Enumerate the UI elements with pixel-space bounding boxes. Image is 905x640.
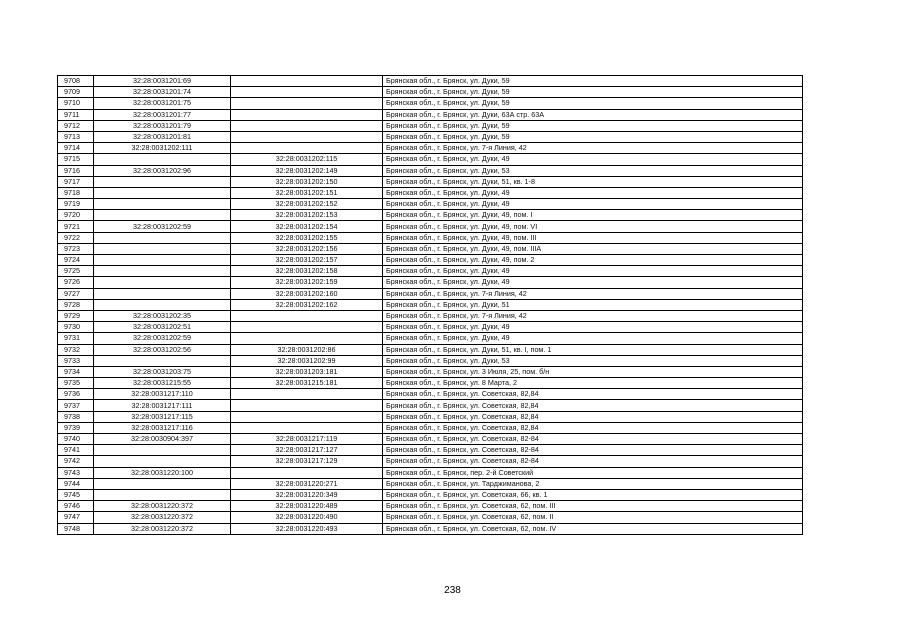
cadastral-number-cell xyxy=(94,489,231,500)
table-row xyxy=(58,165,803,176)
address-cell: Брянская обл., г. Брянск, ул. Дуки, 49, пом. I xyxy=(383,210,803,221)
table-row xyxy=(58,378,803,389)
table-row xyxy=(58,467,803,478)
building-number-cell xyxy=(231,143,383,154)
row-number-cell: 9743 xyxy=(58,467,94,478)
address-cell: Брянская обл., г. Брянск, ул. Дуки, 49 xyxy=(383,199,803,210)
address-cell: Брянская обл., г. Брянск, ул. Советская, 62, пом. IV xyxy=(383,523,803,534)
cadastral-number-cell xyxy=(94,243,231,254)
table-row xyxy=(58,512,803,523)
table-row xyxy=(58,176,803,187)
table-row xyxy=(58,299,803,310)
address-cell: Брянская обл., г. Брянск, ул. Дуки, 59 xyxy=(383,98,803,109)
table-row xyxy=(58,434,803,445)
building-number-cell: 32:28:0031220:490 xyxy=(231,512,383,523)
row-number-cell: 9742 xyxy=(58,456,94,467)
cadastral-number-cell: 32:28:0031203:75 xyxy=(94,366,231,377)
address-cell: Брянская обл., г. Брянск, ул. Дуки, 51, кв. 1-8 xyxy=(383,176,803,187)
table-row xyxy=(58,109,803,120)
table-row xyxy=(58,143,803,154)
row-number-cell: 9741 xyxy=(58,445,94,456)
table-row xyxy=(58,76,803,87)
cadastral-number-cell xyxy=(94,255,231,266)
table-row xyxy=(58,456,803,467)
row-number-cell: 9732 xyxy=(58,344,94,355)
building-number-cell: 32:28:0031202:150 xyxy=(231,176,383,187)
row-number-cell: 9746 xyxy=(58,501,94,512)
address-cell: Брянская обл., г. Брянск, ул. Советская, 62, пом. III xyxy=(383,501,803,512)
building-number-cell: 32:28:0031217:129 xyxy=(231,456,383,467)
cadastral-number-cell: 32:28:0031217:111 xyxy=(94,400,231,411)
cadastral-number-cell: 32:28:0030904:397 xyxy=(94,434,231,445)
building-number-cell xyxy=(231,411,383,422)
cadastral-number-cell: 32:28:0031202:111 xyxy=(94,143,231,154)
address-cell: Брянская обл., г. Брянск, ул. Дуки, 49 xyxy=(383,187,803,198)
address-cell: Брянская обл., г. Брянск, ул. Советская, 82,84 xyxy=(383,411,803,422)
row-number-cell: 9726 xyxy=(58,277,94,288)
address-cell: Брянская обл., г. Брянск, ул. Дуки, 49 xyxy=(383,322,803,333)
table-row xyxy=(58,344,803,355)
row-number-cell: 9729 xyxy=(58,310,94,321)
row-number-cell: 9709 xyxy=(58,87,94,98)
table-row xyxy=(58,131,803,142)
table-row xyxy=(58,288,803,299)
building-number-cell xyxy=(231,98,383,109)
building-number-cell: 32:28:0031202:158 xyxy=(231,266,383,277)
row-number-cell: 9727 xyxy=(58,288,94,299)
building-number-cell: 32:28:0031220:493 xyxy=(231,523,383,534)
table-row xyxy=(58,221,803,232)
cadastral-number-cell: 32:28:0031201:75 xyxy=(94,98,231,109)
table-row xyxy=(58,154,803,165)
row-number-cell: 9730 xyxy=(58,322,94,333)
table-row xyxy=(58,523,803,534)
address-cell: Брянская обл., г. Брянск, ул. Дуки, 51, кв. I, пом. 1 xyxy=(383,344,803,355)
address-cell: Брянская обл., г. Брянск, ул. Дуки, 49, пом. IIIA xyxy=(383,243,803,254)
table-row xyxy=(58,445,803,456)
row-number-cell: 9738 xyxy=(58,411,94,422)
table-row xyxy=(58,333,803,344)
cadastral-number-cell: 32:28:0031217:110 xyxy=(94,389,231,400)
address-cell: Брянская обл., г. Брянск, ул. Дуки, 63А стр. 63А xyxy=(383,109,803,120)
building-number-cell xyxy=(231,310,383,321)
table-row xyxy=(58,255,803,266)
cadastral-number-cell: 32:28:0031202:35 xyxy=(94,310,231,321)
address-cell: Брянская обл., г. Брянск, ул. Советская, 82-84 xyxy=(383,445,803,456)
building-number-cell xyxy=(231,333,383,344)
address-cell: Брянская обл., г. Брянск, ул. Советская, 66, кв. 1 xyxy=(383,489,803,500)
cadastral-number-cell xyxy=(94,266,231,277)
table-row xyxy=(58,489,803,500)
table-row xyxy=(58,400,803,411)
row-number-cell: 9715 xyxy=(58,154,94,165)
address-cell: Брянская обл., г. Брянск, ул. Советская, 62, пом. II xyxy=(383,512,803,523)
building-number-cell: 32:28:0031202:115 xyxy=(231,154,383,165)
cadastral-number-cell xyxy=(94,199,231,210)
row-number-cell: 9717 xyxy=(58,176,94,187)
table-row xyxy=(58,411,803,422)
cadastral-number-cell: 32:28:0031220:372 xyxy=(94,512,231,523)
building-number-cell: 32:28:0031202:160 xyxy=(231,288,383,299)
cadastral-number-cell xyxy=(94,478,231,489)
cadastral-number-cell xyxy=(94,210,231,221)
address-cell: Брянская обл., г. Брянск, ул. Дуки, 49 xyxy=(383,154,803,165)
building-number-cell xyxy=(231,131,383,142)
cadastral-number-cell: 32:28:0031220:100 xyxy=(94,467,231,478)
table-row xyxy=(58,389,803,400)
page-number: 238 xyxy=(444,585,461,596)
row-number-cell: 9714 xyxy=(58,143,94,154)
cadastral-number-cell xyxy=(94,456,231,467)
row-number-cell: 9720 xyxy=(58,210,94,221)
registry-sheet xyxy=(57,75,802,535)
cadastral-table xyxy=(57,75,803,535)
row-number-cell: 9733 xyxy=(58,355,94,366)
address-cell: Брянская обл., г. Брянск, ул. Советская, 82-84 xyxy=(383,456,803,467)
building-number-cell xyxy=(231,87,383,98)
address-cell: Брянская обл., г. Брянск, ул. Дуки, 53 xyxy=(383,165,803,176)
address-cell: Брянская обл., г. Брянск, ул. Советская, 82-84 xyxy=(383,434,803,445)
address-cell: Брянская обл., г. Брянск, ул. Дуки, 49 xyxy=(383,266,803,277)
cadastral-number-cell: 32:28:0031202:59 xyxy=(94,333,231,344)
address-cell: Брянская обл., г. Брянск, ул. 8 Марта, 2 xyxy=(383,378,803,389)
address-cell: Брянская обл., г. Брянск, ул. Дуки, 59 xyxy=(383,131,803,142)
table-row xyxy=(58,232,803,243)
cadastral-number-cell: 32:28:0031215:55 xyxy=(94,378,231,389)
row-number-cell: 9747 xyxy=(58,512,94,523)
address-cell: Брянская обл., г. Брянск, ул. Дуки, 49, пом. 2 xyxy=(383,255,803,266)
row-number-cell: 9721 xyxy=(58,221,94,232)
address-cell: Брянская обл., г. Брянск, ул. 3 Июля, 25, пом. б/н xyxy=(383,366,803,377)
building-number-cell: 32:28:0031202:152 xyxy=(231,199,383,210)
row-number-cell: 9737 xyxy=(58,400,94,411)
row-number-cell: 9744 xyxy=(58,478,94,489)
building-number-cell: 32:28:0031217:119 xyxy=(231,434,383,445)
table-row xyxy=(58,266,803,277)
cadastral-number-cell: 32:28:0031201:77 xyxy=(94,109,231,120)
building-number-cell xyxy=(231,422,383,433)
cadastral-number-cell: 32:28:0031201:81 xyxy=(94,131,231,142)
table-row xyxy=(58,501,803,512)
building-number-cell: 32:28:0031202:99 xyxy=(231,355,383,366)
address-cell: Брянская обл., г. Брянск, ул. Дуки, 49 xyxy=(383,333,803,344)
row-number-cell: 9736 xyxy=(58,389,94,400)
row-number-cell: 9719 xyxy=(58,199,94,210)
cadastral-number-cell: 32:28:0031220:372 xyxy=(94,501,231,512)
table-row xyxy=(58,210,803,221)
table-row xyxy=(58,322,803,333)
row-number-cell: 9723 xyxy=(58,243,94,254)
row-number-cell: 9712 xyxy=(58,120,94,131)
address-cell: Брянская обл., г. Брянск, ул. Дуки, 59 xyxy=(383,76,803,87)
table-row xyxy=(58,98,803,109)
row-number-cell: 9716 xyxy=(58,165,94,176)
cadastral-number-cell: 32:28:0031202:51 xyxy=(94,322,231,333)
cadastral-number-cell: 32:28:0031201:79 xyxy=(94,120,231,131)
row-number-cell: 9731 xyxy=(58,333,94,344)
cadastral-number-cell xyxy=(94,288,231,299)
table-row xyxy=(58,355,803,366)
row-number-cell: 9711 xyxy=(58,109,94,120)
address-cell: Брянская обл., г. Брянск, ул. 7-я Линия, 42 xyxy=(383,310,803,321)
row-number-cell: 9718 xyxy=(58,187,94,198)
building-number-cell: 32:28:0031215:181 xyxy=(231,378,383,389)
row-number-cell: 9734 xyxy=(58,366,94,377)
table-row xyxy=(58,243,803,254)
address-cell: Брянская обл., г. Брянск, ул. Советская, 82,84 xyxy=(383,389,803,400)
row-number-cell: 9708 xyxy=(58,76,94,87)
address-cell: Брянская обл., г. Брянск, ул. Дуки, 59 xyxy=(383,120,803,131)
cadastral-number-cell xyxy=(94,154,231,165)
address-cell: Брянская обл., г. Брянск, ул. 7-я Линия, 42 xyxy=(383,288,803,299)
building-number-cell xyxy=(231,109,383,120)
cadastral-number-cell: 32:28:0031217:115 xyxy=(94,411,231,422)
building-number-cell: 32:28:0031203:181 xyxy=(231,366,383,377)
table-row xyxy=(58,199,803,210)
cadastral-number-cell: 32:28:0031202:59 xyxy=(94,221,231,232)
building-number-cell xyxy=(231,322,383,333)
address-cell: Брянская обл., г. Брянск, ул. Дуки, 53 xyxy=(383,355,803,366)
cadastral-number-cell: 32:28:0031201:69 xyxy=(94,76,231,87)
building-number-cell xyxy=(231,120,383,131)
cadastral-number-cell xyxy=(94,176,231,187)
row-number-cell: 9724 xyxy=(58,255,94,266)
address-cell: Брянская обл., г. Брянск, ул. Советская, 82,84 xyxy=(383,422,803,433)
cadastral-number-cell xyxy=(94,232,231,243)
table-row xyxy=(58,120,803,131)
cadastral-number-cell xyxy=(94,445,231,456)
table-row xyxy=(58,187,803,198)
address-cell: Брянская обл., г. Брянск, ул. 7-я Линия, 42 xyxy=(383,143,803,154)
row-number-cell: 9748 xyxy=(58,523,94,534)
building-number-cell xyxy=(231,400,383,411)
building-number-cell: 32:28:0031202:157 xyxy=(231,255,383,266)
row-number-cell: 9725 xyxy=(58,266,94,277)
row-number-cell: 9745 xyxy=(58,489,94,500)
building-number-cell: 32:28:0031202:151 xyxy=(231,187,383,198)
table-row xyxy=(58,478,803,489)
row-number-cell: 9739 xyxy=(58,422,94,433)
cadastral-number-cell: 32:28:0031202:56 xyxy=(94,344,231,355)
building-number-cell: 32:28:0031202:154 xyxy=(231,221,383,232)
row-number-cell: 9728 xyxy=(58,299,94,310)
address-cell: Брянская обл., г. Брянск, ул. Дуки, 49, пом. III xyxy=(383,232,803,243)
address-cell: Брянская обл., г. Брянск, ул. Тарджиманова, 2 xyxy=(383,478,803,489)
address-cell: Брянская обл., г. Брянск, ул. Дуки, 51 xyxy=(383,299,803,310)
building-number-cell: 32:28:0031220:349 xyxy=(231,489,383,500)
building-number-cell: 32:28:0031202:155 xyxy=(231,232,383,243)
building-number-cell: 32:28:0031202:86 xyxy=(231,344,383,355)
address-cell: Брянская обл., г. Брянск, пер. 2-й Советский xyxy=(383,467,803,478)
row-number-cell: 9713 xyxy=(58,131,94,142)
building-number-cell: 32:28:0031202:162 xyxy=(231,299,383,310)
table-row xyxy=(58,422,803,433)
building-number-cell xyxy=(231,467,383,478)
table-body xyxy=(58,76,803,535)
building-number-cell: 32:28:0031217:127 xyxy=(231,445,383,456)
building-number-cell: 32:28:0031202:153 xyxy=(231,210,383,221)
table-row xyxy=(58,366,803,377)
building-number-cell: 32:28:0031202:159 xyxy=(231,277,383,288)
building-number-cell: 32:28:0031202:149 xyxy=(231,165,383,176)
cadastral-number-cell: 32:28:0031202:96 xyxy=(94,165,231,176)
address-cell: Брянская обл., г. Брянск, ул. Дуки, 49 xyxy=(383,277,803,288)
cadastral-number-cell xyxy=(94,299,231,310)
cadastral-number-cell: 32:28:0031201:74 xyxy=(94,87,231,98)
building-number-cell: 32:28:0031202:156 xyxy=(231,243,383,254)
building-number-cell: 32:28:0031220:271 xyxy=(231,478,383,489)
row-number-cell: 9722 xyxy=(58,232,94,243)
cadastral-number-cell: 32:28:0031220:372 xyxy=(94,523,231,534)
row-number-cell: 9735 xyxy=(58,378,94,389)
table-row xyxy=(58,277,803,288)
building-number-cell: 32:28:0031220:489 xyxy=(231,501,383,512)
building-number-cell xyxy=(231,76,383,87)
cadastral-number-cell xyxy=(94,277,231,288)
row-number-cell: 9710 xyxy=(58,98,94,109)
table-row xyxy=(58,310,803,321)
cadastral-number-cell: 32:28:0031217:116 xyxy=(94,422,231,433)
cadastral-number-cell xyxy=(94,355,231,366)
address-cell: Брянская обл., г. Брянск, ул. Советская, 82,84 xyxy=(383,400,803,411)
row-number-cell: 9740 xyxy=(58,434,94,445)
address-cell: Брянская обл., г. Брянск, ул. Дуки, 49, пом. VI xyxy=(383,221,803,232)
cadastral-number-cell xyxy=(94,187,231,198)
building-number-cell xyxy=(231,389,383,400)
address-cell: Брянская обл., г. Брянск, ул. Дуки, 59 xyxy=(383,87,803,98)
table-row xyxy=(58,87,803,98)
